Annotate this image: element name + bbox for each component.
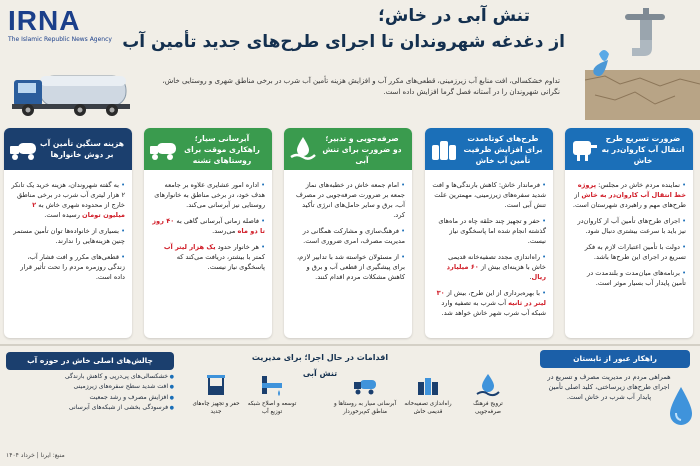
water-truck-icon [10, 62, 135, 120]
title-line-2: از دغدغه شهروندان تا اجرای طرح‌های جدید تأمین آب [122, 32, 565, 52]
action-label: راه‌اندازی تصفیه‌خانه قدیمی خاش [404, 401, 452, 415]
column-title: هزینه سنگین تأمین آب بر دوش خانوارها [40, 139, 124, 159]
tanker-truck-icon [8, 135, 38, 163]
water-drop-icon [668, 385, 694, 425]
column-item: • دولت با تأمین اعتبارات لازم به فکر تسریع در اجرای این طرح‌ها باشد. [572, 242, 686, 262]
challenges-list [6, 372, 174, 414]
faucet-icon [585, 0, 700, 120]
intro-text: تداوم خشکسالی، افت منابع آب زیرزمینی، قطعی‌های مکرر آب و افزایش هزینه تأمین آب شرب در برخی مناطق شهری و روستایی خاش، نگرانی شهروندان را در آستانه فصل گرما افزایش داده است. [162, 77, 560, 96]
column-header [284, 128, 412, 170]
solution-text: همراهی مردم در مدیریت مصرف و تسریع در اجرای طرح‌های زیرساختی، کلید اصلی تأمین پایدار آب شرب در خاش است. [547, 373, 671, 401]
info-column-1 [565, 128, 693, 338]
info-column-3 [284, 128, 412, 338]
water-drop-hand-icon [462, 372, 514, 398]
column-title: آبرسانی سیار؛ راهکاری موقت برای روستاهای تشنه [184, 133, 260, 165]
action-label: حفر و تجهیز چاه‌های جدید [192, 401, 240, 415]
column-item: • برنامه‌های میان‌مدت و بلندمدت در تأمین پایدار آب بسیار موثر است. [572, 268, 686, 288]
action-label: توسعه و اصلاح شبکه توزیع آب [247, 401, 297, 415]
column-item: • حفر و تجهیز چند حلقه چاه در ماه‌های گذشته انجام شده اما پاسخگوی نیاز نیست. [432, 216, 546, 246]
action-item [462, 372, 514, 436]
solution-title: راهکار عبور از تابستان [540, 350, 690, 368]
challenges-title: چالش‌های اصلی خاش در حوزه آب [6, 352, 174, 370]
action-item [332, 372, 398, 436]
column-header [4, 128, 132, 170]
challenge-item: ● افزایش مصرف و رشد جمعیت [6, 393, 174, 403]
action-label: آبرسانی سیار به روستاها و مناطق کم‌برخوردار [333, 401, 397, 415]
action-label: ترویج فرهنگ صرفه‌جویی [473, 401, 503, 415]
action-item [402, 372, 454, 436]
column-title: صرفه‌جویی و تدبیر؛ دو ضرورت برای تنش آبی [322, 133, 402, 165]
column-item: • قطعی‌های مکرر و افت فشار آب، زندگی روزمره مردم را تحت تأثیر قرار داده است. [11, 252, 125, 282]
irna-logo [8, 6, 118, 44]
section-divider [0, 344, 700, 346]
challenge-item: ● افت شدید سطح سفره‌های زیرزمینی [6, 382, 174, 392]
column-item: • بسیاری از خانواده‌ها توان تأمین مستمر چنین هزینه‌هایی را ندارند. [11, 226, 125, 246]
column-header [425, 128, 553, 170]
column-item: • اداره امور عشایری علاوه بر جامعه هدف خود، در برخی مناطق به خانوارهای روستایی نیز آبرسانی می‌کند. [151, 180, 265, 210]
info-column-4 [144, 128, 272, 338]
column-item: • اجرای طرح‌های تأمین آب از کاروان‌در نیز باید با سرعت بیشتری دنبال شود. [572, 216, 686, 236]
column-title: طرح‌های کوتاه‌مدت برای افزایش ظرفیت تأمین آب خاش [463, 133, 543, 165]
column-item: • از مسئولان خواسته شد با تدابیر لازم، برای پیشگیری از قطعی آب و برق و کاهش مشکلات مردم اقدام کنند. [291, 252, 405, 282]
column-title: ضرورت تسریع طرح انتقال آب کاروان‌در به خاش [601, 133, 685, 165]
treatment-plant-icon [402, 372, 454, 398]
title-line-1: تنش آبی در خاش؛ [378, 6, 530, 26]
column-item: • نماینده مردم خاش در مجلس: پروژه خط انتقال آب کاروان‌در به خاش از طرح‌های مهم و راهبردی شهرستان است. [572, 180, 686, 210]
column-header [565, 128, 693, 170]
pipe-network-icon [246, 372, 298, 398]
column-item: • هر خانوار حدود یک هزار لیتر آب کمتر با بیشتر، دریافت می‌کند که پاسخگوی نیاز نیست. [151, 242, 265, 272]
column-item: • امام جمعه خاش در خطبه‌های نماز جمعه بر ضرورت صرفه‌جویی در مصرف آب، برق و سایر حامل‌های انرژی تأکید کرد. [291, 180, 405, 220]
column-item: • راه‌اندازی مجدد تصفیه‌خانه قدیمی خاش با هزینه‌ای بیش از ۶۰ میلیارد ریال. [432, 252, 546, 282]
bottles-icon [429, 135, 459, 163]
column-item: • فاصله زمانی آبرسانی گاهی به ۴۰ روز تا دو ماه می‌رسد. [151, 216, 265, 236]
column-item: • به گفته شهروندان، هزینه خرید یک تانکر ۲ هزار لیتری آب شرب در برخی مناطق خارج از محدوده شهری خاش به ۲ میلیون تومان رسیده است. [11, 180, 125, 220]
logo-mark: IRNA [8, 5, 81, 36]
action-item [190, 372, 242, 436]
action-item [246, 372, 298, 436]
water-tank-icon [569, 135, 599, 163]
column-item: • فرهنگ‌سازی و مشارکت همگانی در مدیریت مصرف، امری ضروری است. [291, 226, 405, 246]
challenge-item: ● خشکسالی‌های پی‌درپی و کاهش بارندگی [6, 372, 174, 382]
hand-water-icon [288, 135, 318, 163]
info-column-2 [425, 128, 553, 338]
actions-title: اقدامات در حال اجرا؛ برای مدیریت تنش آبی [251, 353, 389, 378]
column-item: • با بهره‌برداری از این طرح، بیش از ۳۰ لیتر در ثانیه آب شرب به تصفیه وارد شبکه آب شرب شهر خاش خواهد شد. [432, 288, 546, 318]
tanker-icon [148, 135, 178, 163]
column-item: • فرماندار خاش: کاهش بارندگی‌ها و افت شدید سفره‌های زیرزمینی، مهمترین علت تنش آبی است. [432, 180, 546, 210]
column-header [144, 128, 272, 170]
tanker-icon [332, 372, 398, 398]
info-column-5 [4, 128, 132, 338]
logo-subtitle: The Islamic Republic News Agency [8, 36, 112, 43]
challenge-item: ● فرسودگی بخشی از شبکه‌های آبرسانی [6, 403, 174, 413]
well-icon [190, 372, 242, 398]
footer-source: منبع: ایرنا | خرداد ۱۴۰۴ [6, 452, 65, 459]
